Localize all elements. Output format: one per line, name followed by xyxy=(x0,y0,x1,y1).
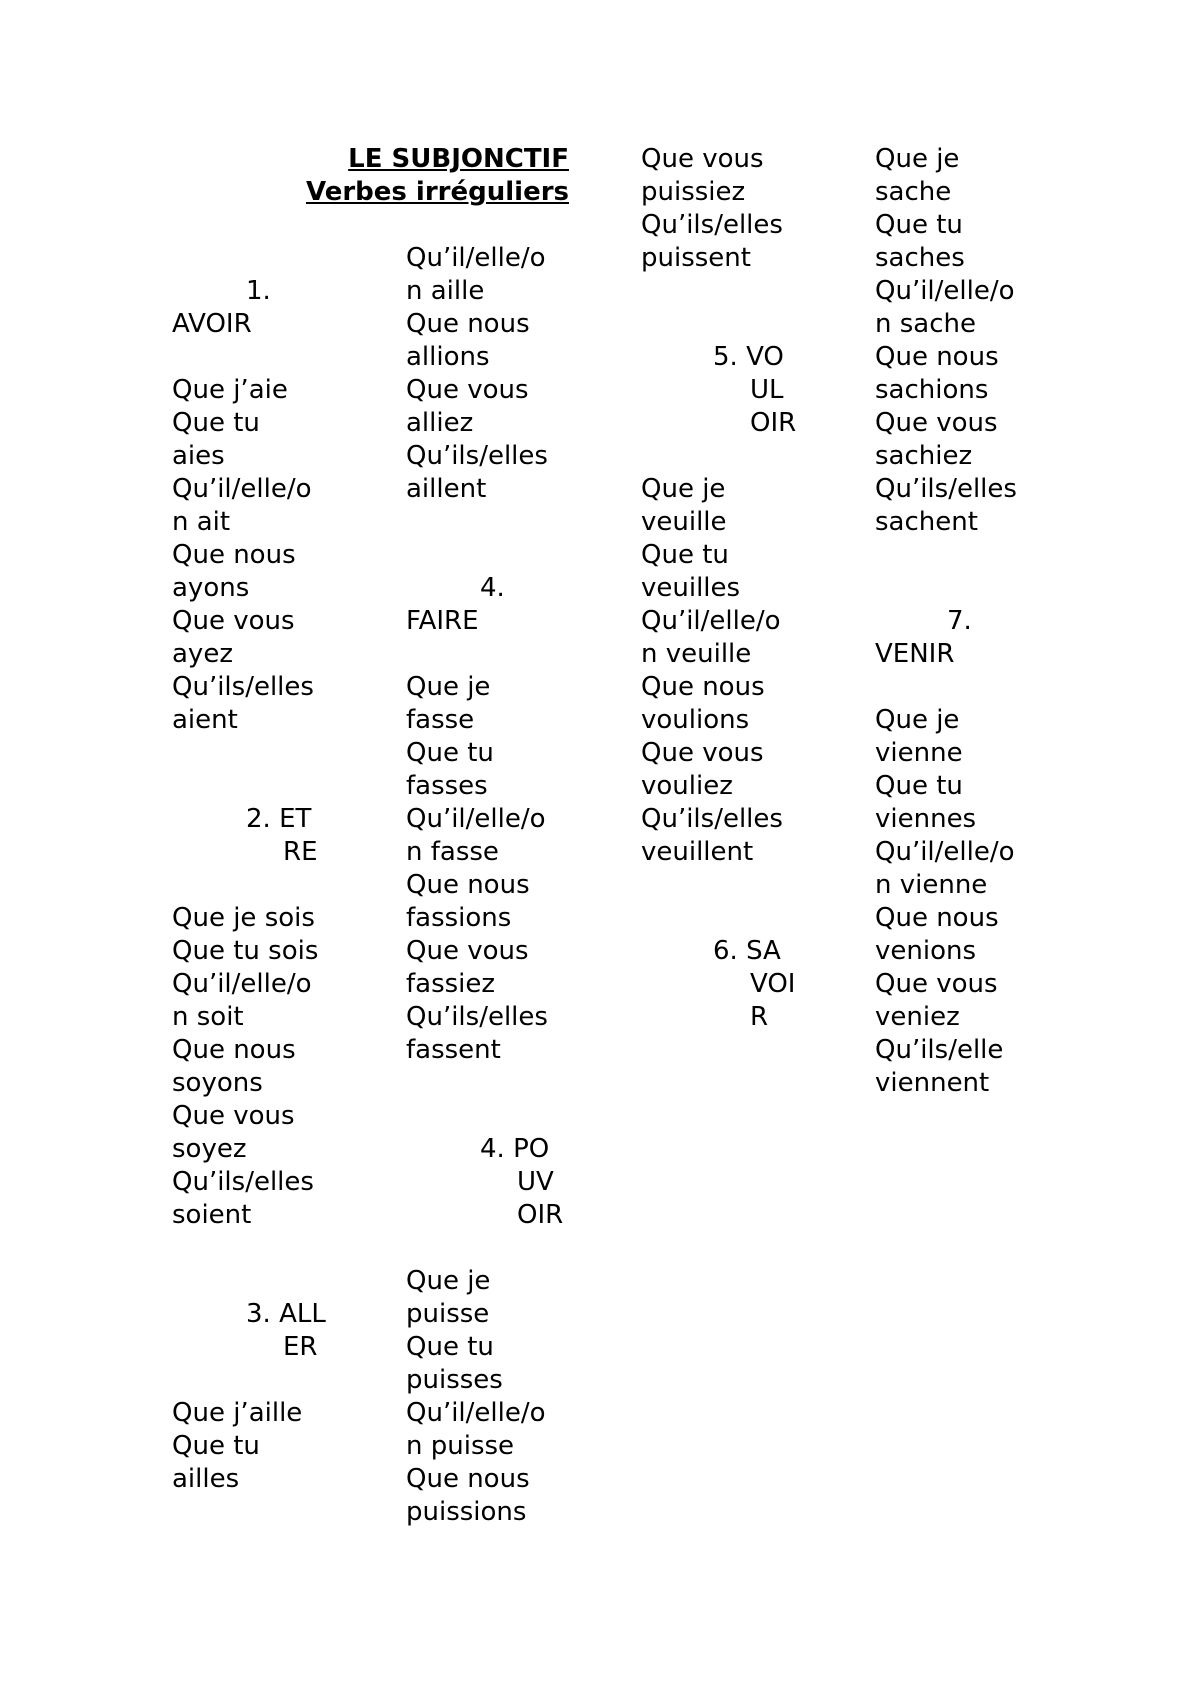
conjugation-line: Qu’ils/elles xyxy=(641,804,783,834)
conjugation-line: Que vous xyxy=(641,144,764,174)
conjugation-line: Qu’ils/elles xyxy=(875,474,1017,504)
conjugation-line: Que vous xyxy=(406,936,529,966)
conjugation-line: viennent xyxy=(875,1068,990,1098)
conjugation-line: Que tu xyxy=(172,408,260,438)
conjugation-line: fassions xyxy=(406,903,512,933)
conjugation-line: Qu’il/elle/o xyxy=(406,243,546,273)
conjugation-line: sachions xyxy=(875,375,989,405)
conjugation-line: Qu’ils/elle xyxy=(875,1035,1004,1065)
verb-heading: 6. SA xyxy=(713,936,781,966)
verb-heading-number: 4. xyxy=(480,573,505,603)
conjugation-line: Qu’il/elle/o xyxy=(172,474,312,504)
conjugation-line: Que j’aille xyxy=(172,1398,303,1428)
conjugation-line: sachiez xyxy=(875,441,973,471)
conjugation-line: Qu’il/elle/o xyxy=(641,606,781,636)
conjugation-line: veuillent xyxy=(641,837,754,867)
conjugation-line: Que je xyxy=(875,705,960,735)
page-subtitle: Verbes irréguliers xyxy=(306,177,569,207)
conjugation-line: Que je xyxy=(875,144,960,174)
conjugation-line: aillent xyxy=(406,474,487,504)
conjugation-line: vouliez xyxy=(641,771,733,801)
verb-heading: VENIR xyxy=(875,639,955,669)
conjugation-line: ayons xyxy=(172,573,250,603)
conjugation-line: venions xyxy=(875,936,977,966)
conjugation-line: Que tu xyxy=(875,771,963,801)
conjugation-line: soient xyxy=(172,1200,252,1230)
conjugation-line: puissiez xyxy=(641,177,746,207)
verb-heading: 5. VO xyxy=(713,342,784,372)
conjugation-line: Que nous xyxy=(641,672,765,702)
conjugation-line: Que vous xyxy=(172,606,295,636)
conjugation-line: puissent xyxy=(641,243,751,273)
conjugation-line: fassiez xyxy=(406,969,496,999)
conjugation-line: puisse xyxy=(406,1299,490,1329)
column-4 xyxy=(875,143,1065,1100)
conjugation-line: Qu’il/elle/o xyxy=(406,1398,546,1428)
conjugation-line: puissions xyxy=(406,1497,527,1527)
page-title: LE SUBJONCTIF xyxy=(348,144,569,174)
conjugation-line: Que nous xyxy=(172,1035,296,1065)
conjugation-line: n puisse xyxy=(406,1431,515,1461)
conjugation-line: veuilles xyxy=(641,573,741,603)
conjugation-line: n veuille xyxy=(641,639,752,669)
conjugation-line: Que je xyxy=(406,1266,491,1296)
conjugation-line: Que nous xyxy=(406,309,530,339)
conjugation-line: Qu’ils/elles xyxy=(406,441,548,471)
conjugation-line: vienne xyxy=(875,738,963,768)
conjugation-line: n soit xyxy=(172,1002,244,1032)
verb-heading-number: 7. xyxy=(947,606,972,636)
verb-heading: 2. ET xyxy=(246,804,312,834)
conjugation-line: Que vous xyxy=(875,408,998,438)
conjugation-line: Que nous xyxy=(172,540,296,570)
conjugation-line: Qu’il/elle/o xyxy=(406,804,546,834)
conjugation-line: Que tu xyxy=(641,540,729,570)
conjugation-line: Qu’ils/elles xyxy=(172,672,314,702)
conjugation-line: Que je sois xyxy=(172,903,315,933)
conjugation-line: fasse xyxy=(406,705,475,735)
conjugation-line: Que vous xyxy=(641,738,764,768)
conjugation-line: viennes xyxy=(875,804,977,834)
conjugation-line: n sache xyxy=(875,309,976,339)
conjugation-line: fassent xyxy=(406,1035,501,1065)
conjugation-line: sache xyxy=(875,177,952,207)
conjugation-line: saches xyxy=(875,243,965,273)
conjugation-line: Qu’il/elle/o xyxy=(875,276,1015,306)
conjugation-line: n ait xyxy=(172,507,231,537)
conjugation-line: Que tu xyxy=(406,1332,494,1362)
conjugation-line: soyez xyxy=(172,1134,247,1164)
conjugation-line: Que tu xyxy=(172,1431,260,1461)
conjugation-line: veniez xyxy=(875,1002,960,1032)
conjugation-line: puisses xyxy=(406,1365,503,1395)
verb-heading: 4. PO xyxy=(480,1134,550,1164)
conjugation-line: n aille xyxy=(406,276,485,306)
conjugation-line: fasses xyxy=(406,771,488,801)
conjugation-line: Que nous xyxy=(875,903,999,933)
conjugation-line: Qu’ils/elles xyxy=(172,1167,314,1197)
conjugation-line: Que vous xyxy=(875,969,998,999)
conjugation-line: ayez xyxy=(172,639,233,669)
conjugation-line: Qu’ils/elles xyxy=(641,210,783,240)
conjugation-line: alliez xyxy=(406,408,474,438)
verb-heading: RE xyxy=(283,837,318,867)
conjugation-line: Que tu xyxy=(875,210,963,240)
verb-heading: UL xyxy=(750,375,784,405)
conjugation-line: Que tu sois xyxy=(172,936,319,966)
conjugation-line: Que vous xyxy=(406,375,529,405)
verb-heading: OIR xyxy=(750,408,797,438)
conjugation-line: n vienne xyxy=(875,870,988,900)
conjugation-line: Que je xyxy=(641,474,726,504)
conjugation-line: Qu’il/elle/o xyxy=(875,837,1015,867)
conjugation-line: Qu’ils/elles xyxy=(406,1002,548,1032)
verb-heading: ER xyxy=(283,1332,318,1362)
verb-heading: FAIRE xyxy=(406,606,479,636)
verb-heading: R xyxy=(750,1002,769,1032)
conjugation-line: Que nous xyxy=(875,342,999,372)
conjugation-line: veuille xyxy=(641,507,727,537)
conjugation-line: Que vous xyxy=(172,1101,295,1131)
conjugation-line: aies xyxy=(172,441,225,471)
conjugation-line: Que nous xyxy=(406,870,530,900)
verb-heading-number: 1. xyxy=(246,276,271,306)
conjugation-line: soyons xyxy=(172,1068,263,1098)
conjugation-line: sachent xyxy=(875,507,978,537)
column-2 xyxy=(406,143,596,1529)
conjugation-line: voulions xyxy=(641,705,750,735)
column-3 xyxy=(641,143,831,1034)
conjugation-line: n fasse xyxy=(406,837,499,867)
verb-heading: VOI xyxy=(750,969,796,999)
conjugation-line: aient xyxy=(172,705,238,735)
verb-heading: OIR xyxy=(517,1200,564,1230)
verb-heading: 3. ALL xyxy=(246,1299,326,1329)
conjugation-line: allions xyxy=(406,342,490,372)
verb-heading: AVOIR xyxy=(172,309,252,339)
conjugation-line: Que j’aie xyxy=(172,375,288,405)
conjugation-line: Que tu xyxy=(406,738,494,768)
conjugation-line: ailles xyxy=(172,1464,240,1494)
conjugation-line: Qu’il/elle/o xyxy=(172,969,312,999)
conjugation-line: Que nous xyxy=(406,1464,530,1494)
verb-heading: UV xyxy=(517,1167,554,1197)
conjugation-line: Que je xyxy=(406,672,491,702)
